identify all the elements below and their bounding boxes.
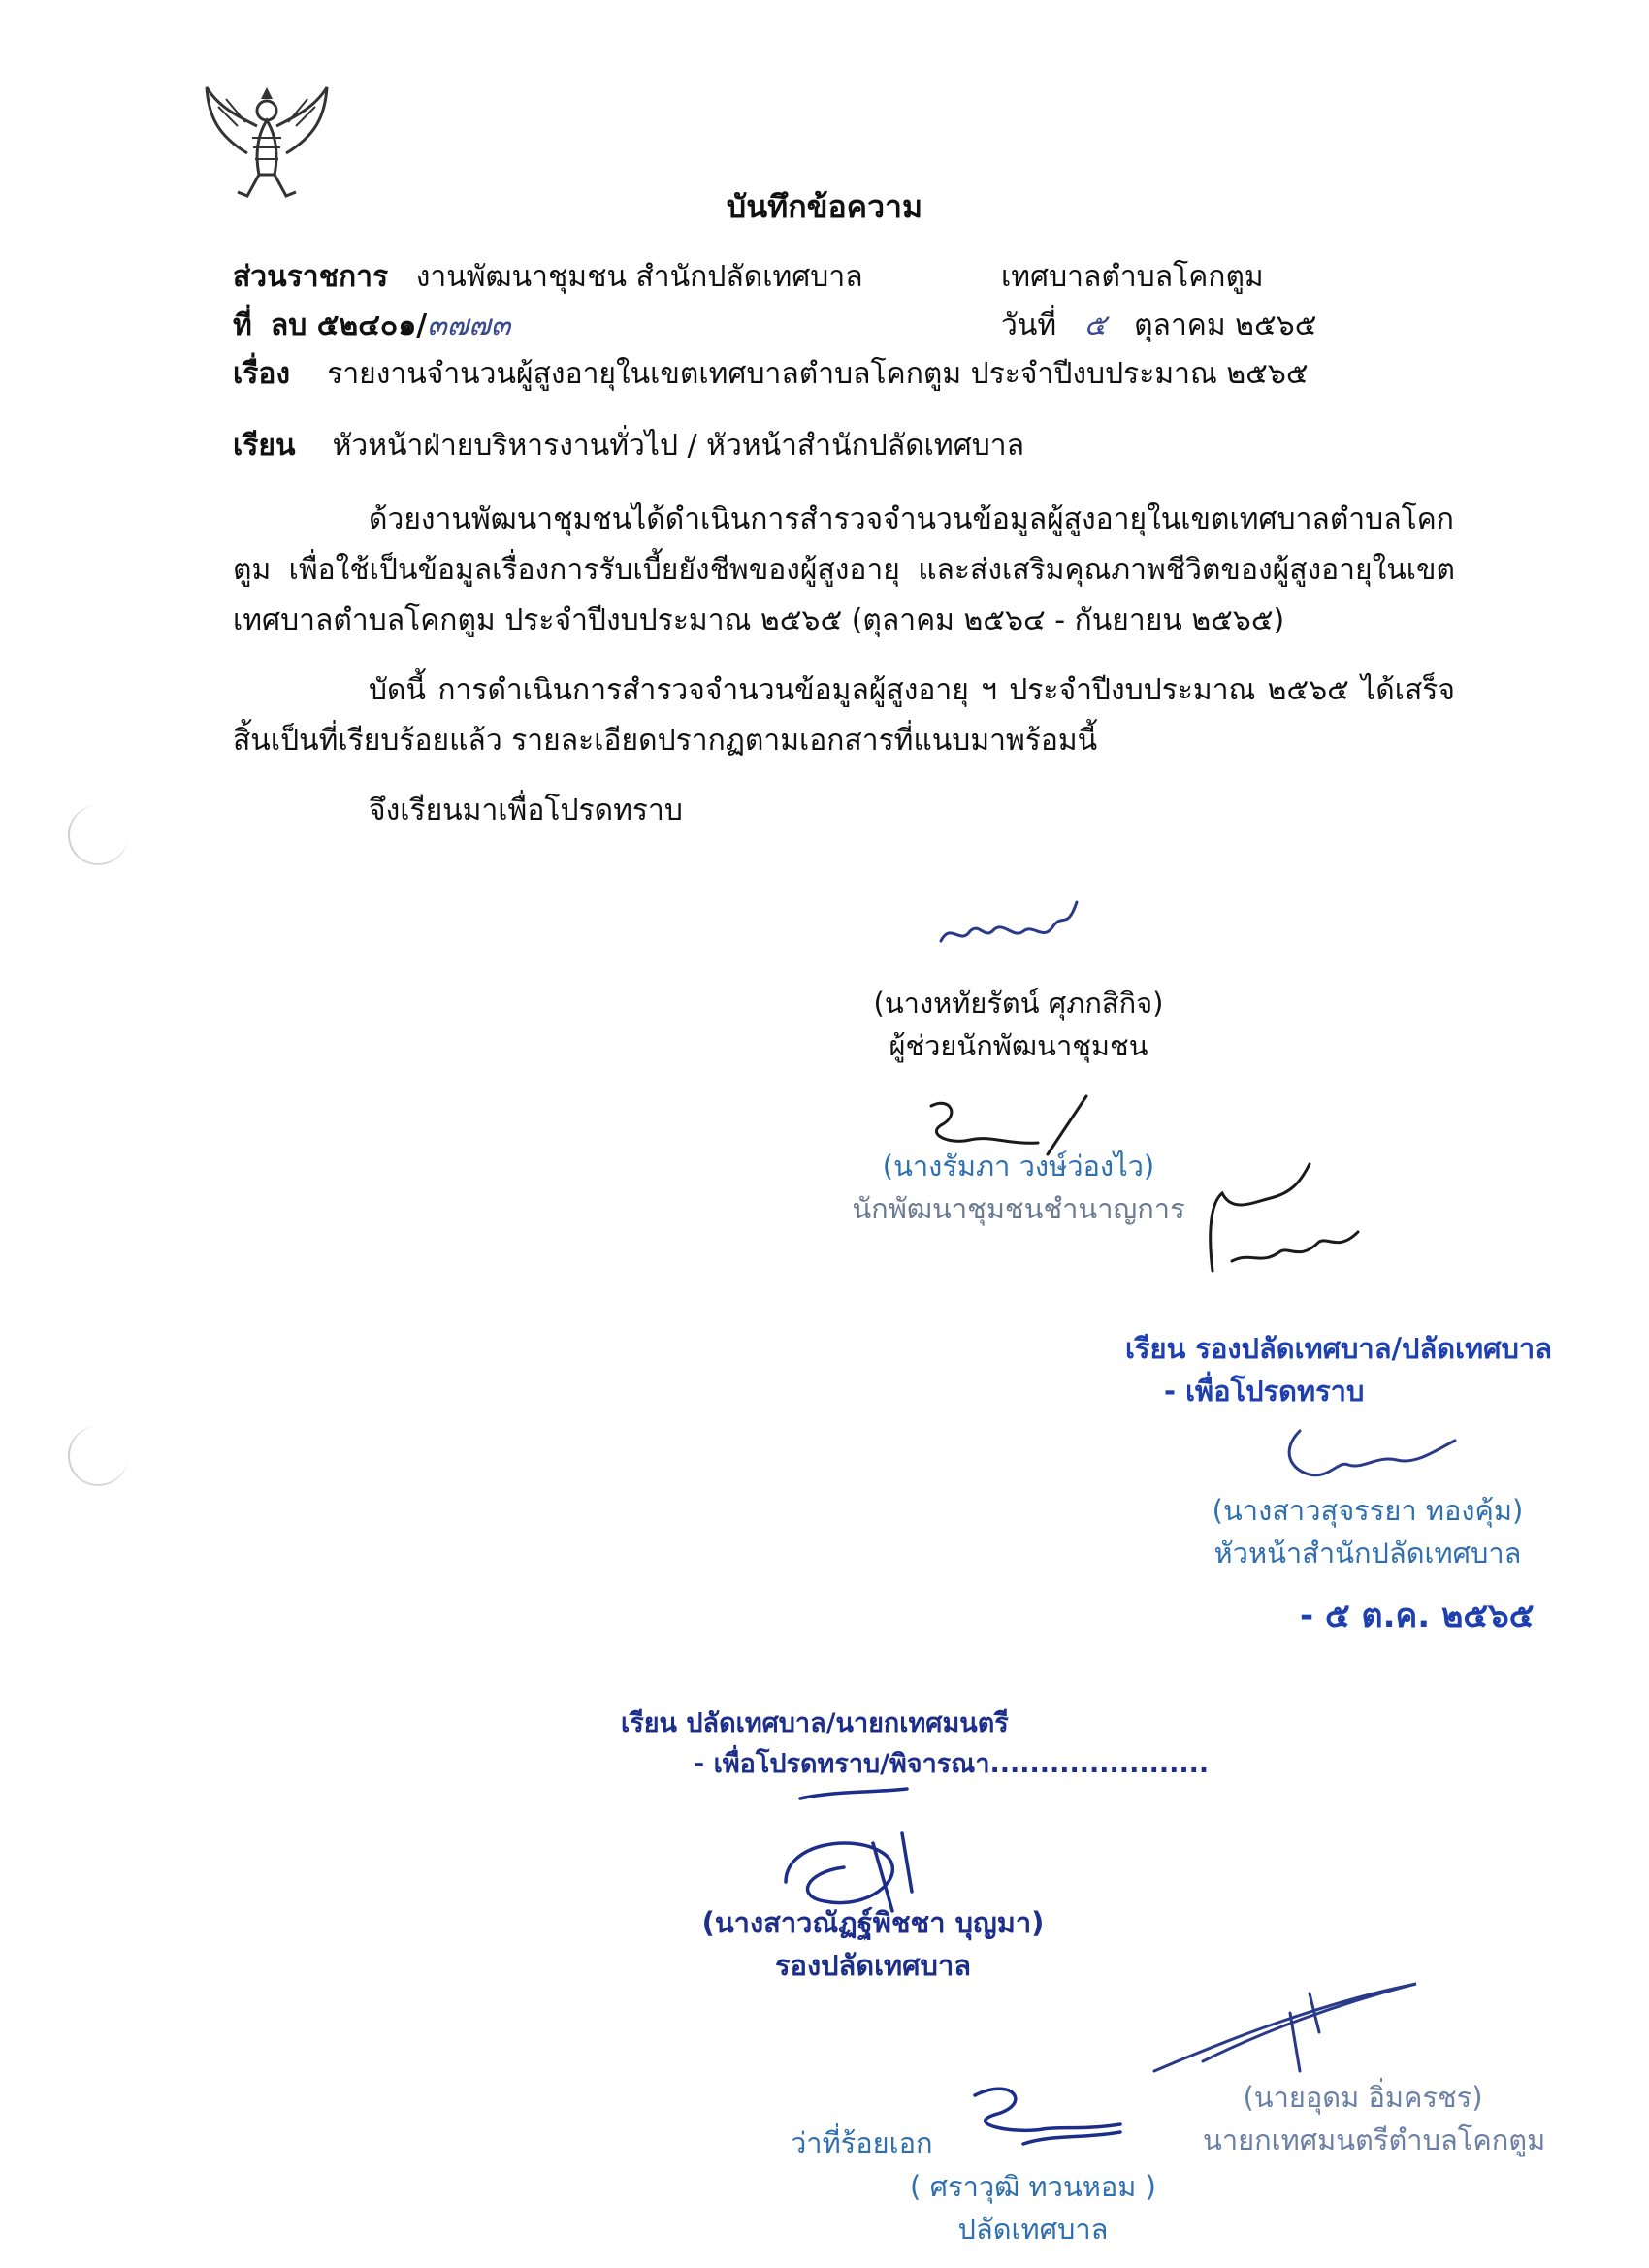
date-label: วันที่ [1001, 308, 1057, 342]
note-2-underline-mark [795, 1785, 912, 1804]
body-paragraph-1: ด้วยงานพัฒนาชุมชนได้ดำเนินการสำรวจจำนวนข้อมูลผู้สูงอายุในเขตเทศบาลตำบลโคกตูม เพื่อใช้เป็นข้อมูลเรื่องการรับเบี้ยยังชีพของผู้สูงอายุ และส่งเสริมคุณภาพชีวิตของผู้สูงอายุในเขตเทศบาลตำบลโคกตูม ประจำปีงบประมาณ ๒๕๖๕ (ตุลาคม ๒๕๖๔ - กันยายน ๒๕๖๕) [233, 502, 1455, 637]
department-value: งานพัฒนาชุมชน สำนักปลัดเทศบาล [415, 260, 863, 294]
closing-line: จึงเรียนมาเพื่อโปรดทราบ [369, 794, 683, 827]
signature-5-position: ปลัดเทศบาล [957, 2213, 1109, 2246]
signature-6-mark [1145, 1974, 1436, 2081]
forward-note-2-purpose: - เพื่อโปรดทราบ/พิจารณา...................... [694, 1749, 1210, 1779]
subject-label: เรื่อง [233, 357, 291, 391]
body-text [233, 495, 1455, 836]
forward-note-1-to: เรียน รองปลัดเทศบาล/ปลัดเทศบาล [1125, 1332, 1552, 1365]
punch-hole [68, 1426, 128, 1486]
reference-line [233, 307, 510, 345]
reference-label: ที่ [233, 308, 252, 342]
date-month-year: ตุลาคม ๒๕๖๕ [1134, 308, 1317, 342]
signature-6-block [1203, 2076, 1546, 2161]
addressee-label: เรียน [233, 429, 296, 463]
date-line [1001, 307, 1316, 345]
forward-note-1 [1125, 1327, 1552, 1412]
punch-hole [68, 805, 128, 865]
signature-5-block [873, 2165, 1193, 2251]
approver-signature-mark [1193, 1154, 1377, 1290]
addressee-value: หัวหน้าฝ่ายบริหารงานทั่วไป / หัวหน้าสำนักปลัดเทศบาล [332, 429, 1025, 463]
signature-1-block [854, 982, 1183, 1067]
signature-3-mark [1271, 1421, 1465, 1499]
forward-note-2 [621, 1703, 1209, 1785]
department-line [233, 258, 863, 297]
signature-6-name: (นายอุดม อิ่มครชร) [1243, 2081, 1483, 2114]
reference-number: ๓๗๗๓ [427, 308, 511, 342]
signature-2-name: (นางรัมภา วงษ์ว่องไว) [882, 1150, 1155, 1183]
forward-note-1-purpose: - เพื่อโปรดทราบ [1164, 1375, 1365, 1408]
signature-4-name: (นางสาวณัฏฐ์พิชชา บุญมา) [701, 1906, 1045, 1939]
signature-2-position: นักพัฒนาชุมชนชำนาญการ [852, 1192, 1185, 1225]
signature-4-position: รองปลัดเทศบาล [774, 1949, 972, 1982]
page-title: บันทึกข้อความ [726, 188, 923, 225]
body-paragraph-2: บัดนี้ การดำเนินการสำรวจจำนวนข้อมูลผู้สูงอายุ ฯ ประจำปีงบประมาณ ๒๕๖๕ ได้เสร็จสิ้นเป็นที่เรียบร้อยแล้ว รายละเอียดปรากฏตามเอกสารที่แนบมาพร้อมนี้ [233, 673, 1455, 758]
department-label: ส่วนราชการ [233, 260, 389, 294]
subject-value: รายงานจำนวนผู้สูงอายุในเขตเทศบาลตำบลโคกตูม ประจำปีงบประมาณ ๒๕๖๕ [327, 357, 1309, 391]
addressee-line [233, 427, 1024, 466]
signature-3-name: (นางสาวสุจรรยา ทองคุ้ม) [1212, 1494, 1524, 1527]
reference-prefix: ลบ ๕๒๔๐๑/ [270, 308, 428, 342]
signature-2-block [824, 1145, 1212, 1230]
signature-3-block [1174, 1489, 1562, 1574]
signature-1-mark [931, 892, 1106, 960]
signature-5-mark [955, 2076, 1130, 2154]
date-day: ๕ [1083, 308, 1107, 342]
signature-6-position: นายกเทศมนตรีตำบลโคกตูม [1203, 2123, 1546, 2156]
subject-line [233, 355, 1309, 394]
signature-5-name: ( ศราวุฒิ ทวนหอม ) [910, 2170, 1156, 2203]
organization: เทศบาลตำบลโคกตูม [1001, 260, 1264, 294]
forward-note-2-to: เรียน ปลัดเทศบาล/นายกเทศมนตรี [621, 1708, 1009, 1738]
signature-1-name: (นางหทัยรัตน์ ศุภกสิกิจ) [873, 987, 1164, 1020]
signature-5-rank: ว่าที่ร้อยเอก [791, 2126, 933, 2159]
signature-3-position: หัวหน้าสำนักปลัดเทศบาล [1213, 1537, 1522, 1570]
date-stamp: - ๕ ต.ค. ๒๕๖๕ [1300, 1597, 1535, 1636]
signature-1-position: ผู้ช่วยนักพัฒนาชุมชน [889, 1029, 1148, 1062]
signature-4-block [679, 1901, 1067, 1987]
